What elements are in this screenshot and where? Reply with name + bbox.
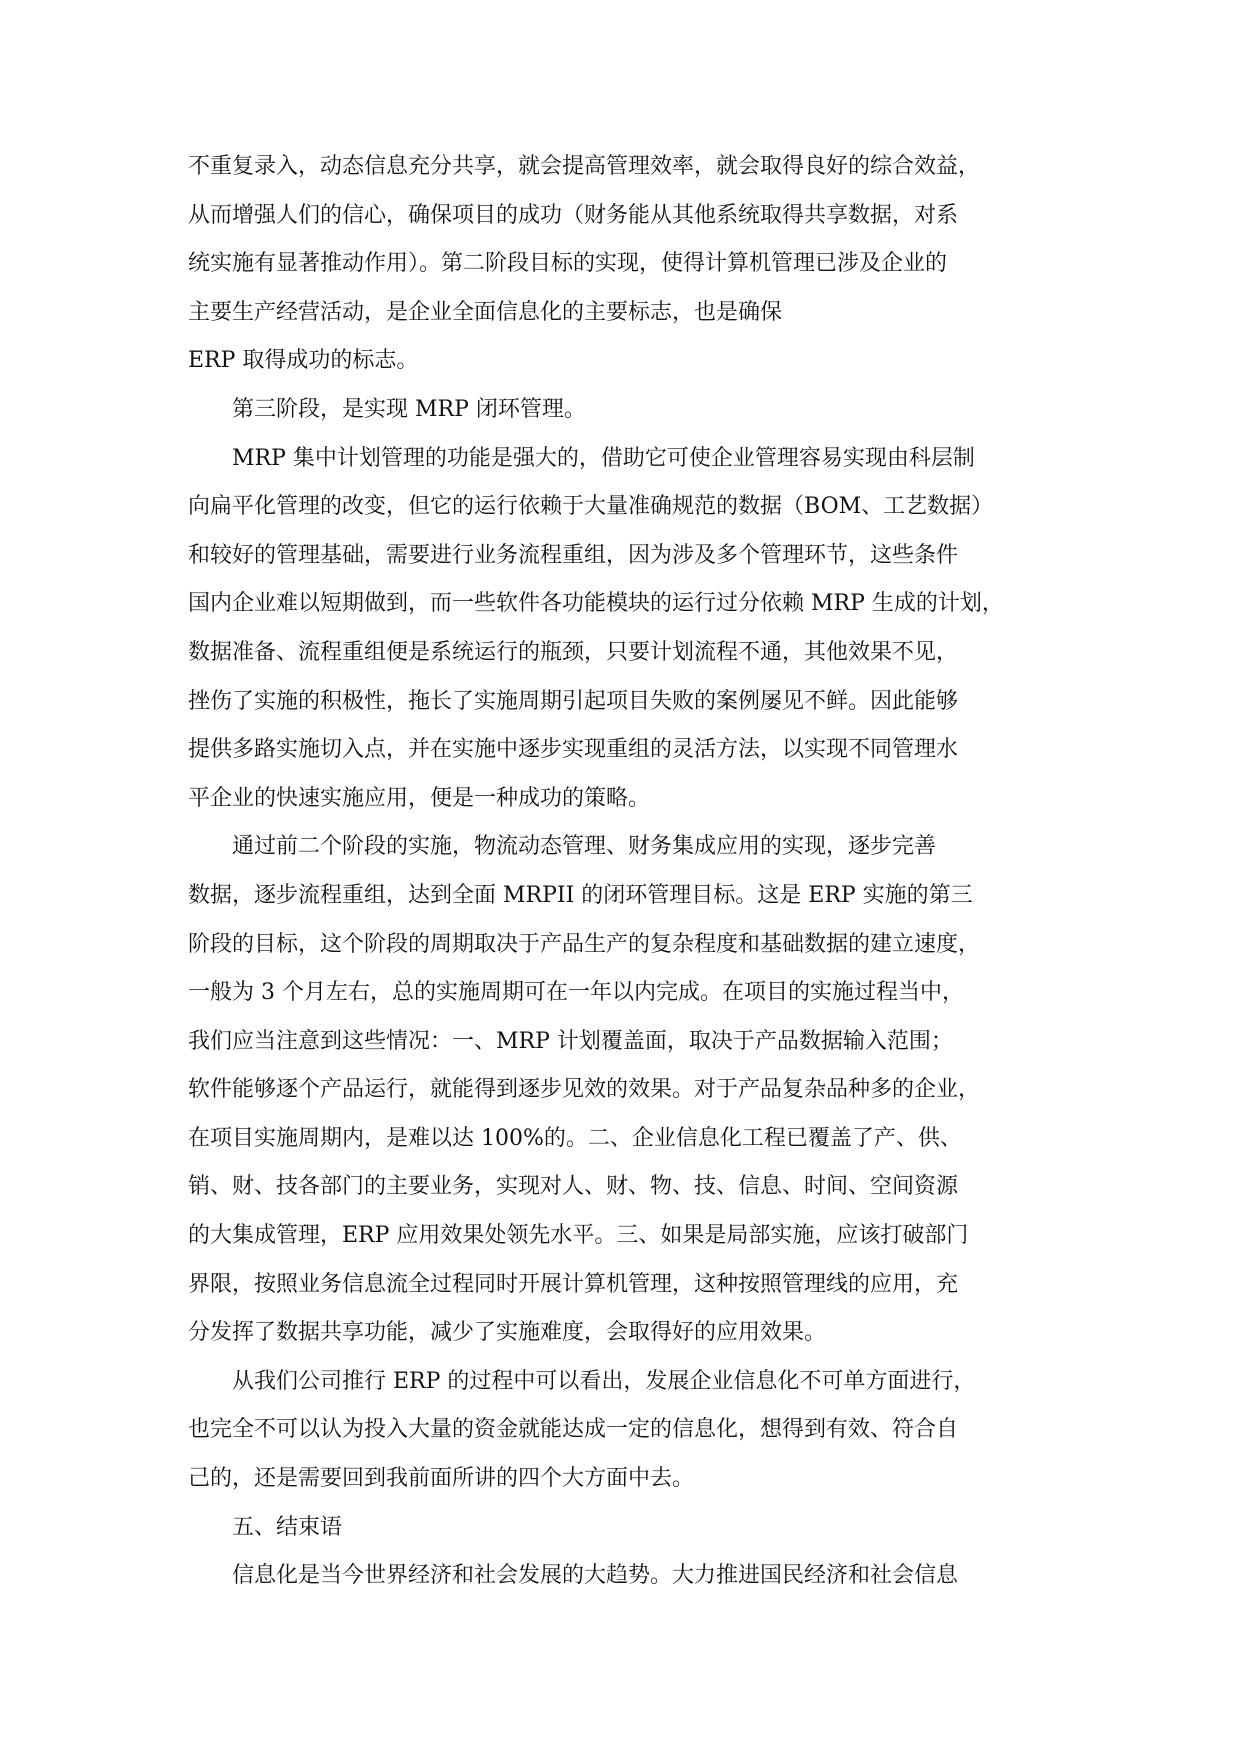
text-line: 己的，还是需要回到我前面所讲的四个大方面中去。 [188,1466,695,1492]
section-heading: 第三阶段，是实现 MRP 闭环管理。 [232,396,586,422]
text-line: 我们应当注意到这些情况：一、MRP 计划覆盖面，取决于产品数据输入范围； [188,1028,953,1054]
text-line: 软件能够逐个产品运行，就能得到逐步见效的效果。对于产品复杂品种多的企业， [188,1077,981,1103]
text-line: 向扁平化管理的改变，但它的运行依赖于大量准确规范的数据（BOM、工艺数据） [188,494,994,520]
text-line: 也完全不可以认为投入大量的资金就能达成一定的信息化，想得到有效、符合自 [188,1417,959,1443]
text-line: 分发挥了数据共享功能，减少了实施难度，会取得好的应用效果。 [188,1320,827,1346]
text-line: 信息化是当今世界经济和社会发展的大趋势。大力推进国民经济和社会信息 [232,1563,959,1589]
text-line: 国内企业难以短期做到，而一些软件各功能模块的运行过分依赖 MRP 生成的计划， [188,591,1004,617]
text-line: 不重复录入，动态信息充分共享，就会提高管理效率，就会取得良好的综合效益， [188,154,981,179]
text-line: 通过前二个阶段的实施，物流动态管理、财务集成应用的实现，逐步完善 [232,834,937,860]
text-line: MRP 集中计划管理的功能是强大的，借助它可使企业管理容易实现由科层制 [232,445,975,471]
text-line: 平企业的快速实施应用，便是一种成功的策略。 [188,785,651,811]
text-line: 数据，逐步流程重组，达到全面 MRPII 的闭环管理目标。这是 ERP 实施的第三 [188,882,973,908]
text-line: 挫伤了实施的积极性，拖长了实施周期引起项目失败的案例屡见不鲜。因此能够 [188,688,959,714]
document-body [188,143,1068,1601]
text-line: 界限，按照业务信息流全过程同时开展计算机管理，这种按照管理线的应用，充 [188,1271,959,1297]
text-line: 阶段的目标，这个阶段的周期取决于产品生产的复杂程度和基础数据的建立速度， [188,931,981,957]
section-heading: 五、结束语 [232,1514,343,1540]
text-line: 从我们公司推行 ERP 的过程中可以看出，发展企业信息化不可单方面进行， [232,1368,976,1394]
text-line: 的大集成管理，ERP 应用效果处领先水平。三、如果是局部实施，应该打破部门 [188,1223,969,1249]
text-line: 从而增强人们的信心，确保项目的成功（财务能从其他系统取得共享数据，对系 [188,202,959,228]
text-line: 在项目实施周期内，是难以达 100%的。二、企业信息化工程已覆盖了产、供、 [188,1125,962,1151]
text-line: 主要生产经营活动，是企业全面信息化的主要标志，也是确保 [188,299,783,325]
text-line: 提供多路实施切入点，并在实施中逐步实现重组的灵活方法，以实现不同管理水 [188,737,959,763]
text-line: ERP 取得成功的标志。 [188,348,419,374]
text-line: 和较好的管理基础，需要进行业务流程重组，因为涉及多个管理环节，这些条件 [188,542,959,568]
text-line: 一般为 3 个月左右，总的实施周期可在一年以内完成。在项目的实施过程当中， [188,980,964,1006]
text-line: 统实施有显著推动作用）。第二阶段目标的实现，使得计算机管理已涉及企业的 [188,251,948,277]
text-line: 销、财、技各部门的主要业务，实现对人、财、物、技、信息、时间、空间资源 [188,1174,959,1200]
text-line: 数据准备、流程重组便是系统运行的瓶颈，只要计划流程不通，其他效果不见， [188,639,959,665]
